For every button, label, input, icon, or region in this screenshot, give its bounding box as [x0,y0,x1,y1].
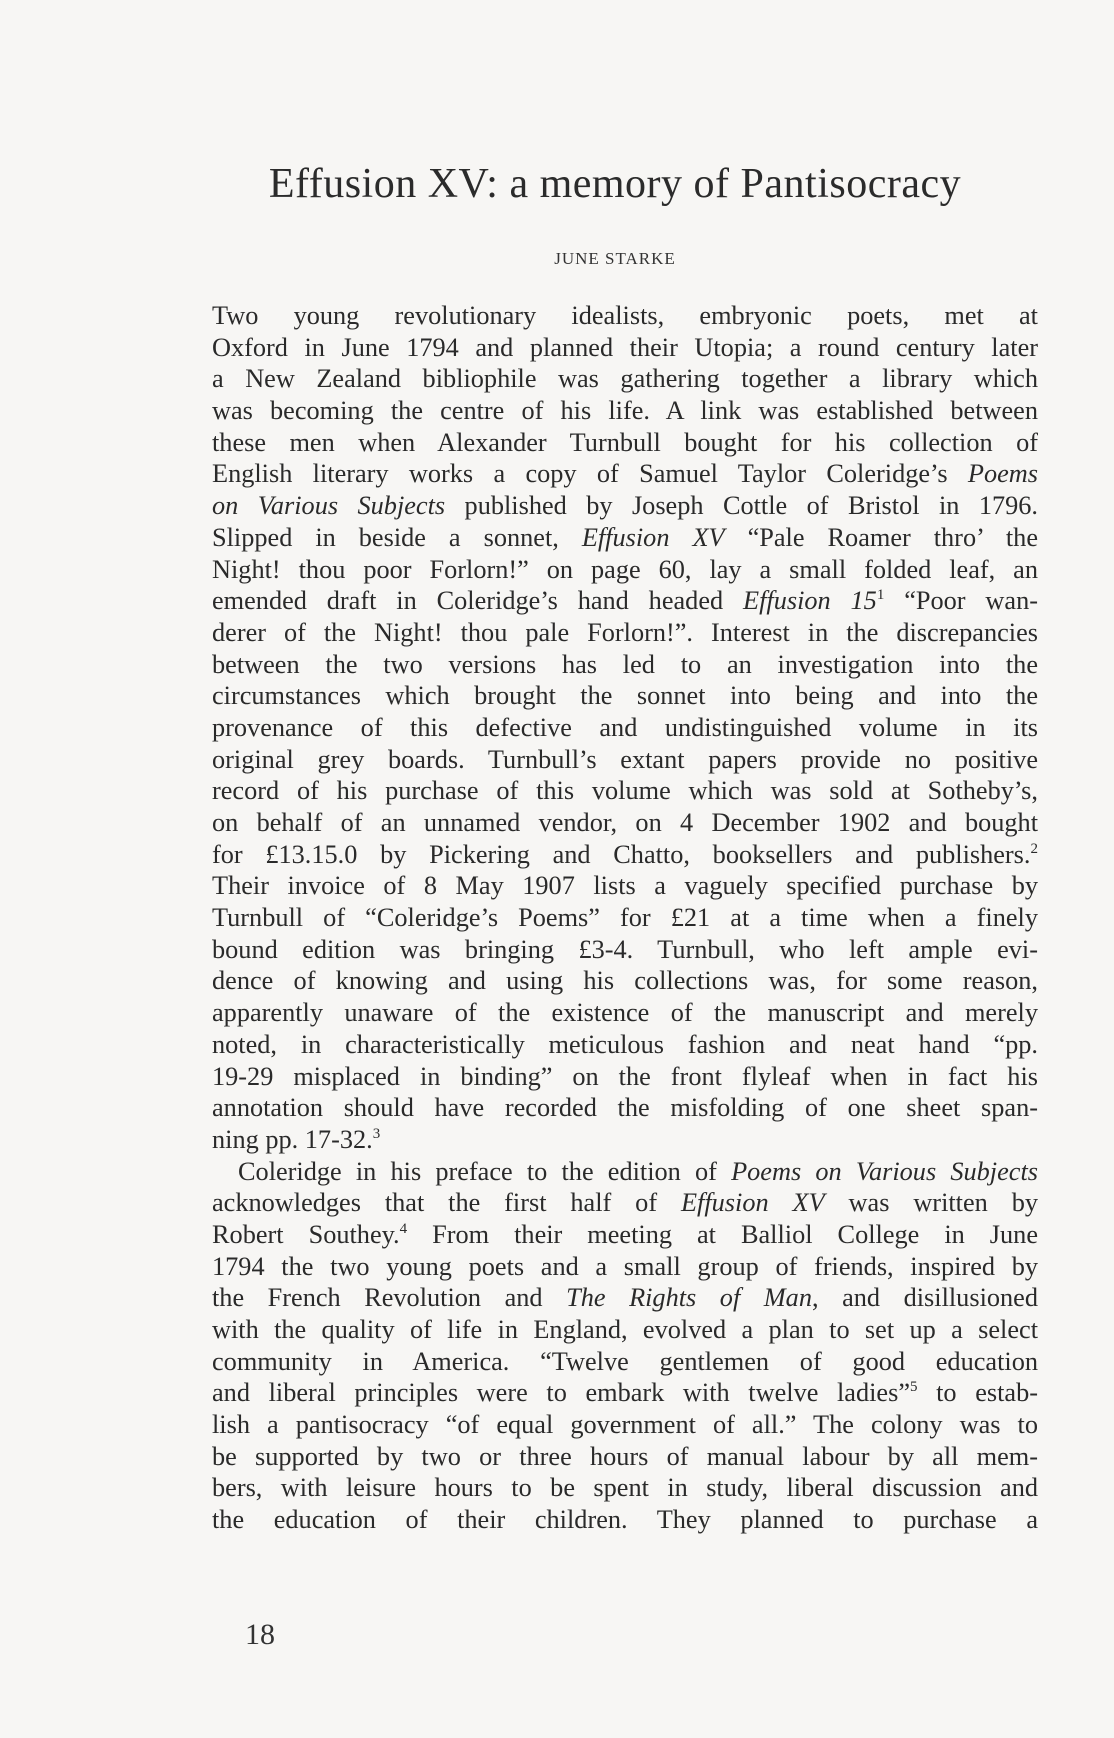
body-line [212,1061,1038,1093]
body-text: original grey boards. Turnbull’s extant papers provide no positive [212,744,1038,774]
body-line [212,965,1038,997]
body-line [212,427,1038,459]
body-text: for £13.15.0 by Pickering and Chatto, booksellers and publishers. [212,839,1031,869]
italic-text: The Rights of Man [566,1283,812,1313]
italic-text: Effusion XV [581,522,725,552]
page-number: 18 [245,1618,275,1651]
body-text: on behalf of an unnamed vendor, on 4 December 1902 and bought [212,808,1038,837]
body-text: noted, in characteristically meticulous fashion and neat hand “pp. [212,1029,1038,1059]
body-text: 1794 the two young poets and a small group of friends, inspired by [212,1251,1038,1281]
body-text: and liberal principles were to embark with twelve ladies” [212,1378,911,1408]
body-text: circumstances which brought the sonnet into being and into the [212,681,1038,711]
body-text: Turnbull of “Coleridge’s Poems” for £21 at a time when a finely [212,903,1038,933]
body-line [212,554,1038,586]
body-line [212,300,1038,332]
body-line [212,332,1038,364]
body-text: record of his purchase of this volume which was sold at Sotheby’s, [212,776,1038,806]
article-title: Effusion XV: a memory of Pantisocracy [268,161,962,207]
body-text: , and disillusioned [811,1283,1038,1313]
body-text: between the two versions has led to an investigation into the [212,649,1038,679]
body-line [212,1251,1038,1283]
article-author: JUNE STARKE [554,249,676,268]
body-text: apparently unaware of the existence of the manuscript and merely [212,998,1038,1028]
body-line [212,585,1038,617]
body-line [212,1187,1038,1219]
body-text: to estab- [917,1378,1038,1408]
body-text: Night! thou poor Forlorn!” on page 60, lay a small folded leaf, an [212,554,1038,584]
body-line [212,839,1038,871]
body-line [212,1124,1038,1156]
italic-text: Poems on Various Subjects [731,1156,1038,1186]
body-text: dence of knowing and using his collections was, for some reason, [212,966,1038,996]
body-line [212,458,1038,490]
italic-text: on Various Subjects [212,491,446,521]
footnote-marker: 3 [372,1126,381,1143]
body-text: English literary works a copy of Samuel Taylor Coleridge’s [212,459,968,489]
body-text: these men when Alexander Turnbull bought for his collection of [212,427,1038,457]
body-line [212,1409,1038,1441]
body-text: the education of their children. They planned to purchase a [212,1505,1038,1535]
body-text: emended draft in Coleridge’s hand headed [212,586,744,616]
body-line [212,870,1038,902]
body-line [212,490,1038,522]
body-line [212,902,1038,934]
body-text: was written by [824,1188,1038,1218]
body-text: Two young revolutionary idealists, embryonic poets, met at [212,301,1038,330]
footnote-marker: 2 [1030,840,1038,857]
italic-text: Poems [967,459,1038,489]
body-text: bound edition was bringing £3-4. Turnbull, who left ample evi- [212,934,1038,964]
body-text: derer of the Night! thou pale Forlorn!”. Interest in the discrepancies [212,617,1038,647]
body-text: Their invoice of 8 May 1907 lists a vaguely specified purchase by [212,871,1038,901]
body-text: with the quality of life in England, evolved a plan to set up a select [212,1315,1038,1344]
body-line [212,680,1038,712]
body-line [212,617,1038,649]
body-line [212,522,1038,554]
footnote-marker: 1 [876,587,885,604]
body-text: Coleridge in his preface to the edition of [238,1156,732,1186]
body-line [212,775,1038,807]
body-text: was becoming the centre of his life. A link was established between [212,396,1038,426]
footnote-marker: 5 [910,1379,918,1396]
body-line [212,1029,1038,1061]
body-line [212,649,1038,681]
body-line [212,363,1038,395]
body-text: annotation should have recorded the misfolding of one sheet span- [212,1093,1038,1123]
body-line [212,1282,1038,1314]
body-line [212,1504,1038,1536]
body-line [212,1092,1038,1124]
body-text: Slipped in beside a sonnet, [212,522,582,552]
body-line [212,934,1038,966]
body-text: “Pale Roamer thro’ the [724,522,1039,552]
body-text: 19-29 misplaced in binding” on the front flyleaf when in fact his [212,1061,1038,1091]
body-line [212,1219,1038,1251]
body-text: Robert Southey. [212,1219,400,1249]
footnote-marker: 4 [399,1221,408,1238]
body-text: “Poor wan- [884,586,1038,616]
body-line [212,395,1038,427]
body-line [212,712,1038,744]
body-text: lish a pantisocracy “of equal government of all.” The colony was to [212,1410,1038,1440]
body-line [212,1472,1038,1504]
body-line [212,807,1038,839]
article-body [212,300,1038,1536]
body-text: From their meeting at Balliol College in June [407,1219,1038,1249]
body-text: the French Revolution and [212,1283,567,1313]
body-line [212,1377,1038,1409]
body-line [212,744,1038,776]
body-line [212,1314,1038,1346]
body-text: ning pp. 17-32. [212,1124,373,1154]
body-line [212,997,1038,1029]
italic-text: Effusion XV [680,1188,825,1218]
italic-text: Effusion 15 [743,586,877,616]
body-text: provenance of this defective and undistinguished volume in its [212,712,1038,742]
body-line [212,1441,1038,1473]
body-text: acknowledges that the first half of [212,1188,681,1218]
body-text: a New Zealand bibliophile was gathering together a library which [212,364,1038,394]
body-text: be supported by two or three hours of manual labour by all mem- [212,1441,1038,1471]
body-text: published by Joseph Cottle of Bristol in 1796. [445,491,1039,521]
body-line [212,1346,1038,1378]
body-line [212,1156,1038,1188]
body-text: community in America. “Twelve gentlemen of good education [212,1346,1038,1376]
body-text: bers, with leisure hours to be spent in study, liberal discussion and [212,1473,1038,1503]
body-text: Oxford in June 1794 and planned their Utopia; a round century later [212,332,1038,362]
